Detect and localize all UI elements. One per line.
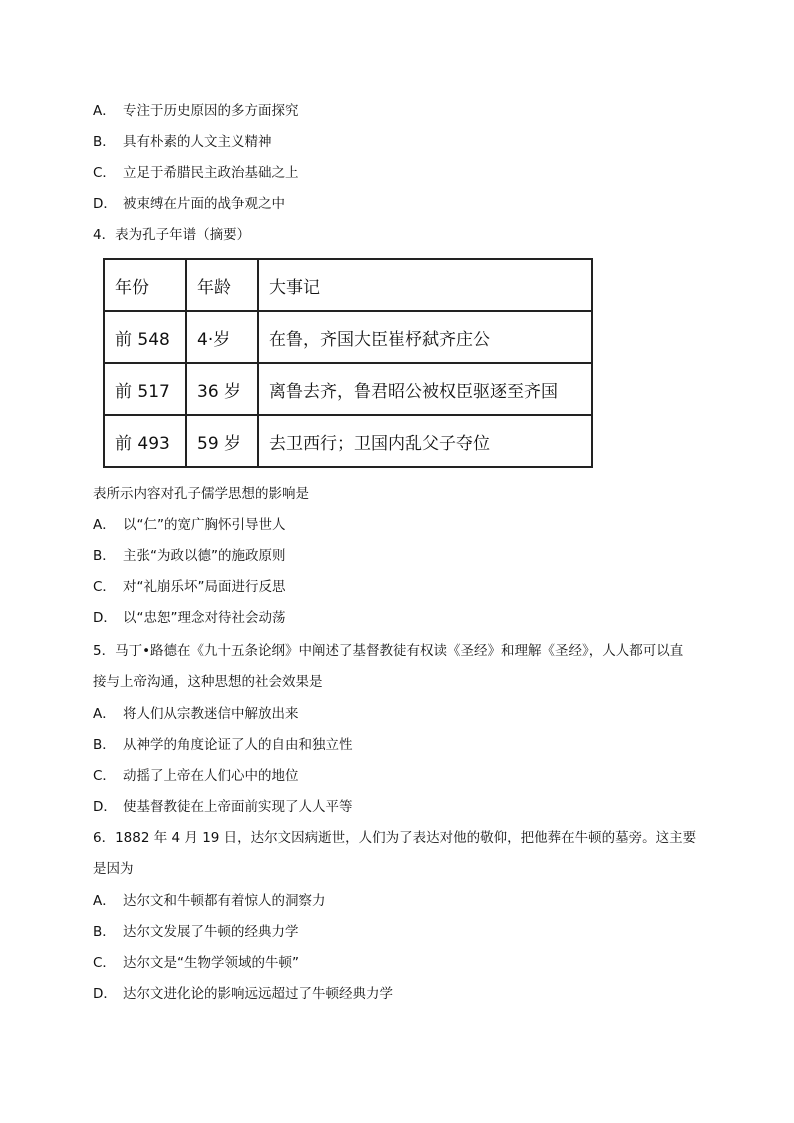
q6-option-a: A． 达尔文和牛顿都有着惊人的洞察力 xyxy=(93,893,326,909)
table-header-row xyxy=(104,259,592,311)
q6-stem-line1: 6．1882 年 4 月 19 日，达尔文因病逝世，人们为了表达对他的敬仰，把他葬在牛顿的墓旁。这主要 xyxy=(93,830,697,846)
cell-year: 前 517 xyxy=(104,363,186,415)
cell-year: 前 548 xyxy=(104,311,186,363)
q5-option-b: B． 从神学的角度论证了人的自由和独立性 xyxy=(93,737,353,753)
q3-option-c: C． 立足于希腊民主政治基础之上 xyxy=(93,165,299,181)
cell-event: 在鲁，齐国大臣崔杼弑齐庄公 xyxy=(258,311,592,363)
q4-option-c: C． 对“礼崩乐坏”局面进行反思 xyxy=(93,579,286,595)
table-row xyxy=(104,363,592,415)
q6-option-b: B． 达尔文发展了牛顿的经典力学 xyxy=(93,924,299,940)
table-row xyxy=(104,311,592,363)
q3-option-d: D． 被束缚在片面的战争观之中 xyxy=(93,196,285,212)
q5-option-d: D． 使基督教徒在上帝面前实现了人人平等 xyxy=(93,799,353,815)
cell-age: 36 岁 xyxy=(186,363,258,415)
cell-year: 前 493 xyxy=(104,415,186,467)
q6-option-d: D． 达尔文进化论的影响远远超过了牛顿经典力学 xyxy=(93,986,393,1002)
q5-stem-line2: 接与上帝沟通，这种思想的社会效果是 xyxy=(93,674,323,690)
q3-option-b: B． 具有朴素的人文主义精神 xyxy=(93,134,272,150)
cell-age: 59 岁 xyxy=(186,415,258,467)
header-events: 大事记 xyxy=(258,259,592,311)
cell-age: 4·岁 xyxy=(186,311,258,363)
q4-option-d: D． 以“忠恕”理念对待社会动荡 xyxy=(93,610,286,626)
q4-followup: 表所示内容对孔子儒学思想的影响是 xyxy=(93,486,309,502)
q5-option-c: C． 动摇了上帝在人们心中的地位 xyxy=(93,768,299,784)
q6-option-c: C． 达尔文是“生物学领域的牛顿” xyxy=(93,955,299,971)
table-row xyxy=(104,415,592,467)
cell-event: 离鲁去齐，鲁君昭公被权臣驱逐至齐国 xyxy=(258,363,592,415)
q3-option-a: A． 专注于历史原因的多方面探究 xyxy=(93,103,299,119)
header-year: 年份 xyxy=(104,259,186,311)
q4-stem: 4．表为孔子年谱（摘要） xyxy=(93,227,251,243)
q5-stem-line1: 5．马丁•路德在《九十五条论纲》中阐述了基督教徒有权读《圣经》和理解《圣经》，人人都可以直 xyxy=(93,643,684,659)
q4-option-a: A． 以“仁”的宽广胸怀引导世人 xyxy=(93,517,286,533)
q5-option-a: A． 将人们从宗教迷信中解放出来 xyxy=(93,706,299,722)
q4-option-b: B． 主张“为政以德”的施政原则 xyxy=(93,548,286,564)
q6-stem-line2: 是因为 xyxy=(93,861,134,877)
header-age: 年龄 xyxy=(186,259,258,311)
cell-event: 去卫西行；卫国内乱父子夺位 xyxy=(258,415,592,467)
confucius-chronology-table xyxy=(103,258,593,468)
